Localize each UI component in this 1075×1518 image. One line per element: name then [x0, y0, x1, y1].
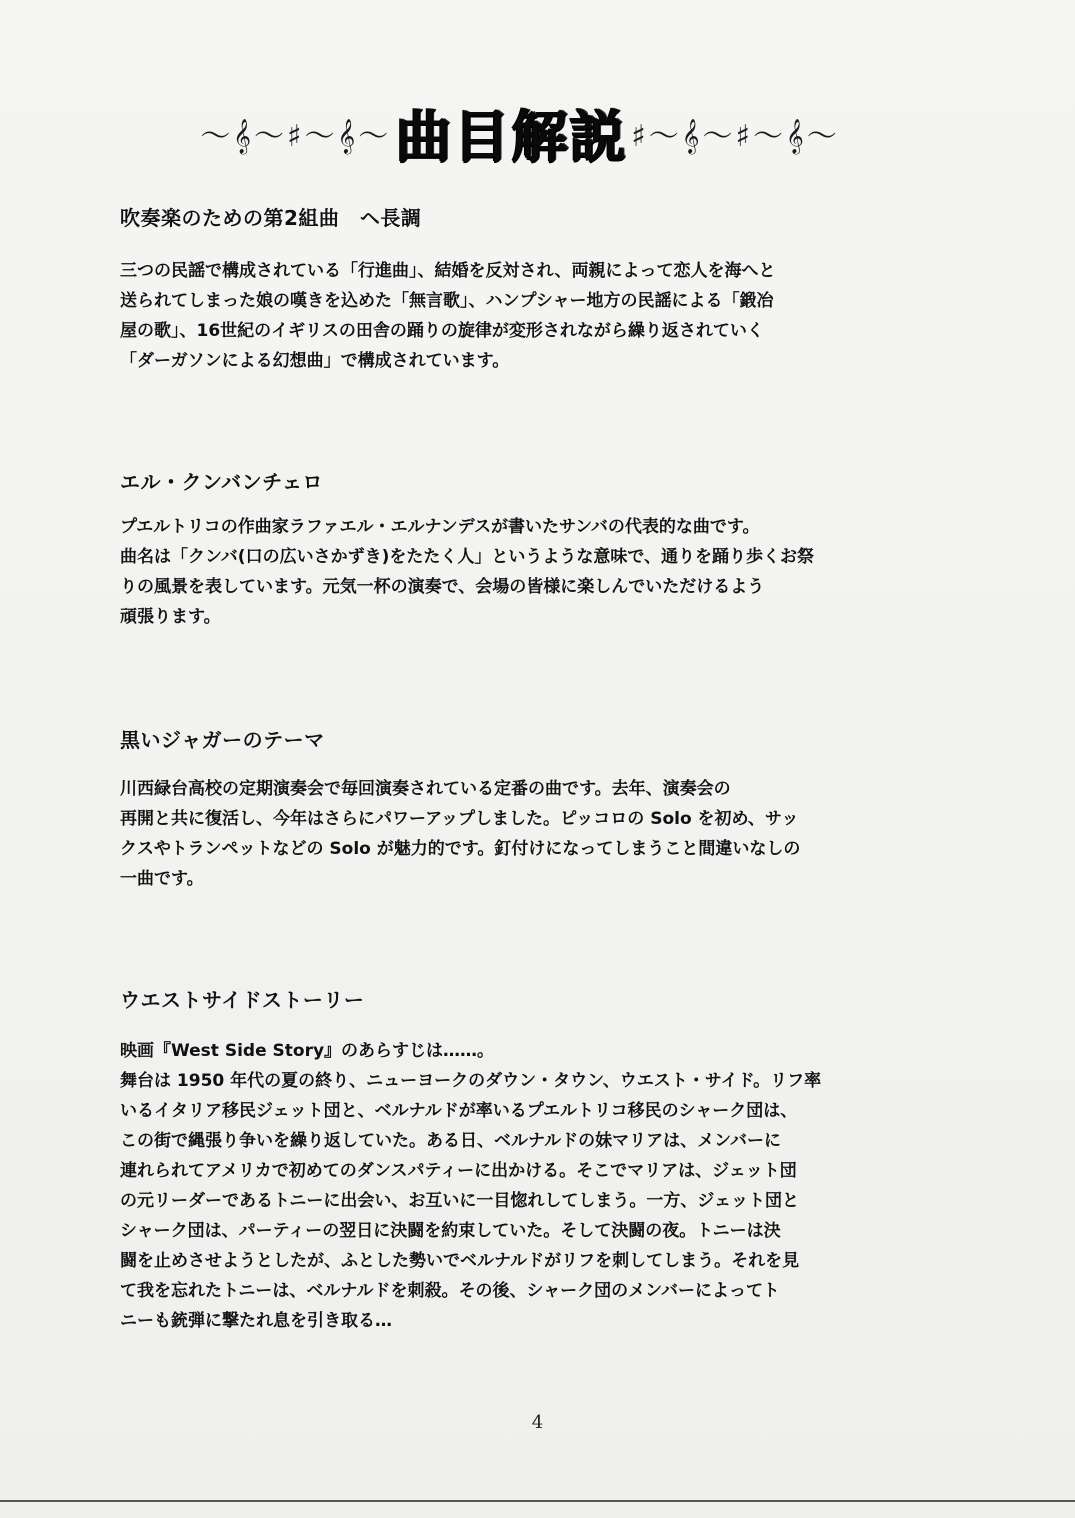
- body-line: りの風景を表しています。元気一杯の演奏で、会場の皆様に楽しんでいただけるよう: [120, 577, 765, 597]
- music-decoration-right: ♯～𝄞～♯～𝄞～: [631, 119, 840, 154]
- body-line: この街で縄張り争いを繰り返していた。ある日、ベルナルドの妹マリアは、メンバーに: [120, 1131, 781, 1151]
- body-line: 再開と共に復活し、今年はさらにパワーアップしました。ピッコロの Solo を初め、サッ: [120, 809, 799, 829]
- body-line: 「ダーガソンによる幻想曲」で構成されています。: [120, 351, 510, 371]
- page-number: 4: [531, 1412, 544, 1433]
- section-title-black-jaguar: 黒いジャガーのテーマ: [120, 728, 325, 752]
- body-line: 連れられてアメリカで初めてのダンスパティーに出かける。そこでマリアは、ジェット団: [120, 1161, 797, 1181]
- body-line: プエルトリコの作曲家ラファエル・エルナンデスが書いたサンバの代表的な曲です。: [120, 517, 760, 537]
- page-title: 曲目解説: [395, 105, 628, 170]
- header-banner: [140, 88, 900, 178]
- body-line: 三つの民謡で構成されている「行進曲」、結婚を反対され、両親によって恋人を海へと: [120, 261, 776, 281]
- body-line: 屋の歌」、16世紀のイギリスの田舎の踊りの旋律が変形されながら繰り返されていく: [120, 321, 764, 341]
- body-line: 頑張ります。: [120, 607, 221, 627]
- body-line: 送られてしまった娘の嘆きを込めた「無言歌」、ハンプシャー地方の民謡による「鍛冶: [120, 291, 774, 311]
- body-line: クスやトランペットなどの Solo が魅力的です。釘付けになってしまうこと間違いなしの: [120, 839, 801, 859]
- body-line: の元リーダーであるトニーに出会い、お互いに一目惚れしてしまう。一方、ジェット団と: [120, 1191, 799, 1211]
- body-line: いるイタリア移民ジェット団と、ベルナルドが率いるプエルトリコ移民のシャーク団は、: [120, 1101, 798, 1121]
- section-title-cumbanchero: エル・クンバンチェロ: [120, 470, 323, 494]
- section-body-suite: [120, 256, 920, 376]
- body-line: 曲名は「クンバ(口の広いさかずき)をたたく人」というような意味で、通りを踊り歩くお祭: [120, 547, 815, 567]
- music-decoration-left: ～𝄞～♯～𝄞～: [200, 119, 392, 154]
- section-body-cumbanchero: [120, 512, 920, 632]
- body-line: 映画『West Side Story』のあらすじは……。: [120, 1041, 495, 1061]
- body-line: て我を忘れたトニーは、ベルナルドを刺殺。その後、シャーク団のメンバーによってト: [120, 1281, 780, 1301]
- body-line: シャーク団は、パーティーの翌日に決闘を約束していた。そして決闘の夜。トニーは決: [120, 1221, 781, 1241]
- section-title-suite: 吹奏楽のための第2組曲 ヘ長調: [120, 206, 422, 230]
- section-body-west-side-story: [120, 1036, 920, 1336]
- body-line: 川西緑台高校の定期演奏会で毎回演奏されている定番の曲です。去年、演奏会の: [120, 779, 731, 799]
- body-line: 闘を止めさせようとしたが、ふとした勢いでベルナルドがリフを刺してしまう。それを見: [120, 1251, 800, 1271]
- body-line: 一曲です。: [120, 869, 204, 889]
- body-line: ニーも銃弾に撃たれ息を引き取る…: [120, 1311, 392, 1331]
- section-body-black-jaguar: [120, 774, 920, 894]
- page-edge-divider: [0, 1500, 1075, 1502]
- body-line: 舞台は 1950 年代の夏の終り、ニューヨークのダウン・タウン、ウエスト・サイド。リフ率: [120, 1071, 822, 1091]
- section-title-west-side-story: ウエストサイドストーリー: [120, 988, 365, 1012]
